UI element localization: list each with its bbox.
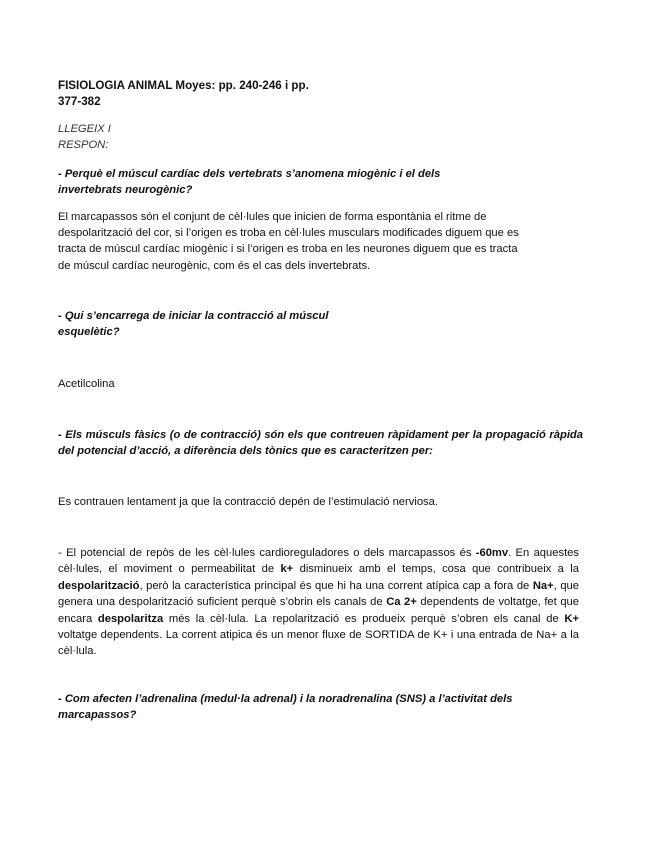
- question-3: - Els músculs fàsics (o de contracció) són els que contreuen ràpidament per la propagació ràpida del potencial d’acció, a diferència dels tònics que es caracteritzen per:: [58, 429, 583, 457]
- question-5: - Com afecten l’adrenalina (medul·la adrenal) i la noradrenalina (SNS) a l’activitat dels marcapassos?: [58, 693, 513, 721]
- answer-3: Es contrauen lentament ja que la contracció depén de l’estimulació nerviosa.: [58, 496, 438, 508]
- instructions-line-2: RESPON:: [58, 139, 109, 151]
- p4-text-8: voltatge dependents. La corrent atipica és un menor fluxe de SORTIDA de K+ i una entrada de Na+ a la cèl·lula.: [58, 629, 579, 658]
- p4-bold-resting-potential: -60mv: [475, 547, 509, 559]
- question-1: - Perquè el múscul cardíac dels vertebrats s’anomena miogènic i el dels invertebrats neurogènic?: [58, 168, 441, 196]
- p4-bold-depolarizes: despolaritza: [97, 612, 164, 625]
- p4-text-2: . En aquestes cèl·lules, el moviment o permeabilitat de: [58, 547, 579, 576]
- p4-text-6: dependents de voltatge, fet que encara: [58, 596, 579, 625]
- paragraph-pacemaker-potential: [58, 545, 579, 660]
- title-line-2: 377-382: [58, 95, 101, 108]
- instructions: [58, 121, 111, 153]
- p4-text-4: , però la característica principal és que hi ha una corrent atípica cap a fora de: [139, 579, 533, 592]
- p4-bold-depolarization: despolarització: [58, 579, 140, 592]
- answer-2: Acetilcolina: [58, 378, 115, 390]
- title-line-1: FISIOLOGIA ANIMAL Moyes: pp. 240-246 i pp.: [58, 79, 309, 92]
- p4-bold-potassium: k+: [280, 563, 294, 576]
- p4-text-1: - El potencial de repòs de les cèl·lules cardioreguladores o dels marcapassos és: [58, 547, 476, 559]
- document-title: [58, 78, 358, 110]
- p4-bold-potassium-channel: K+: [564, 612, 579, 625]
- instructions-line-1: LLEGEIX I: [58, 123, 111, 135]
- question-2: - Qui s’encarrega de iniciar la contracció al múscul esquelètic?: [58, 310, 329, 338]
- p4-text-7: més la cèl·lula. La repolarització es produeix perquè s’obren els canal de: [163, 612, 565, 625]
- p4-text-5: , que genera una despolarització suficient perquè s’obrin els canals de: [58, 579, 580, 609]
- answer-1: El marcapassos són el conjunt de cèl·lules que inicien de forma espontània el ritme de despolarització del cor, si l’origen es troba en cèl·lules musculars modificades diguem que es tracta de múscul cardíac miogènic i si l’origen es troba en les neurones diguem que es tracta de múscul cardíac neurogènic, com és el cas dels invertebrats.: [58, 211, 519, 272]
- p4-bold-sodium: Na+: [532, 579, 554, 592]
- p4-text-3: disminueix amb el temps, cosa que contribueix a la: [293, 563, 579, 576]
- p4-bold-calcium: Ca 2+: [386, 596, 417, 609]
